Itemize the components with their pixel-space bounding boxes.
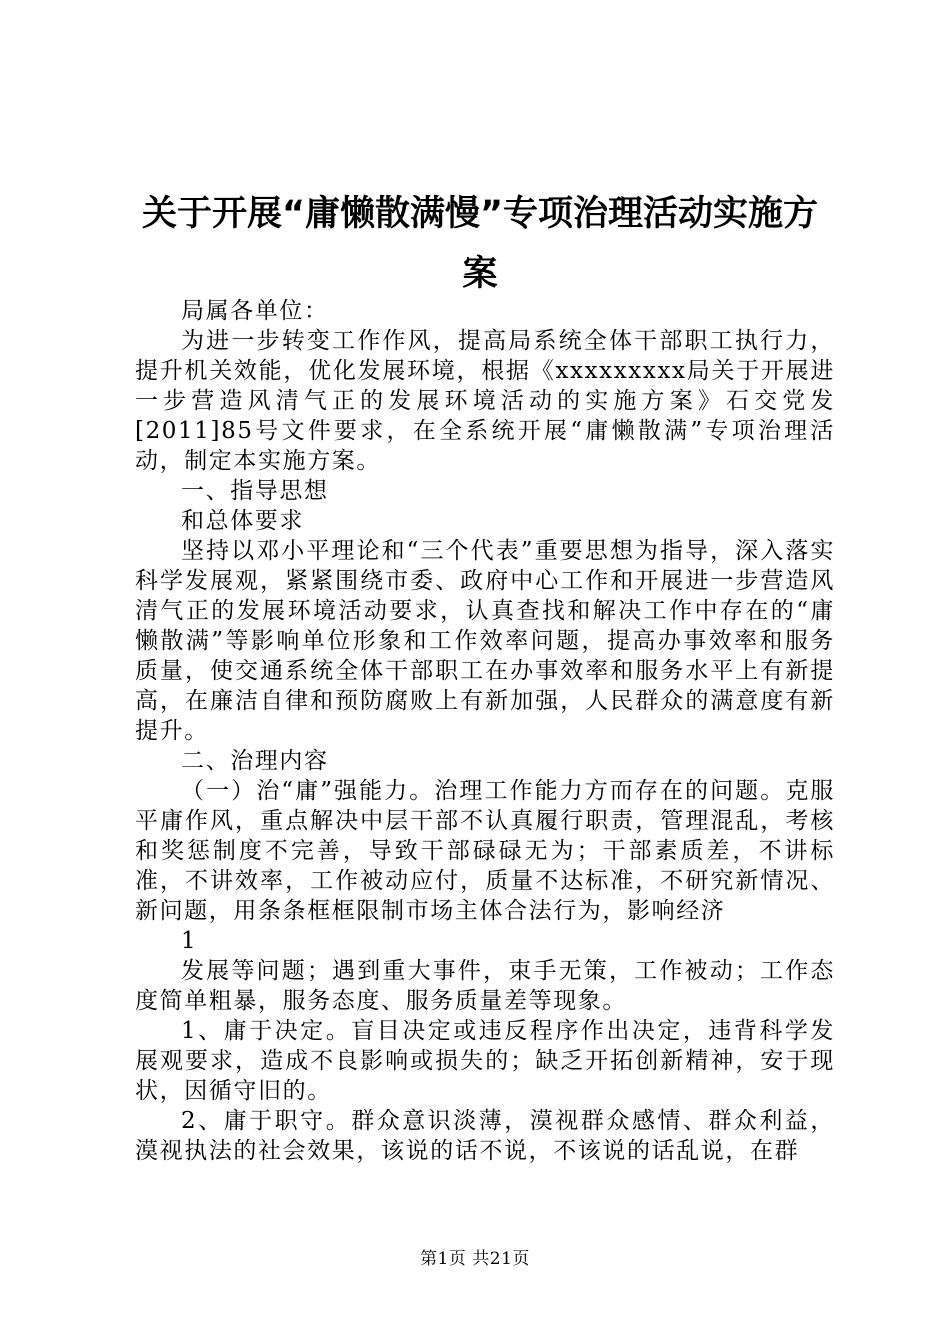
paragraph-subitem-1: 1、庸于决定。盲目决定或违反程序作出决定，违背科学发展观要求，造成不良影响或损失的；缺乏开拓创新精神，安于现状，因循守旧的。 xyxy=(135,1018,835,1104)
paragraph-continued: 发展等问题；遇到重大事件，束手无策，工作被动；工作态度简单粗暴，服务态度、服务质量差等现象。 xyxy=(135,958,835,1014)
document-title-line-1: 关于开展“庸懒散满慢”专项治理活动实施方 xyxy=(141,194,818,234)
section-heading-2: 二、治理内容 xyxy=(181,748,329,774)
page-footer: 第1页 共21页 xyxy=(420,1249,530,1269)
paragraph-intro: 为进一步转变工作作风，提高局系统全体干部职工执行力，提升机关效能，优化发展环境，根据《xxxxxxxxx局关于开展进一步营造风清气正的发展环境活动的实施方案》石交党发[2011]85号文件要求，在全系统开展“庸懒散满”专项治理活动，制定本实施方案。 xyxy=(135,328,835,474)
salutation: 局属各单位： xyxy=(181,298,329,324)
page-marker: 1 xyxy=(181,928,198,954)
paragraph-guidance: 坚持以邓小平理论和“三个代表”重要思想为指导，深入落实科学发展观，紧紧围绕市委、政府中心工作和开展进一步营造风清气正的发展环境活动要求，认真查找和解决工作中存在的“庸懒散满”等影响单位形象和工作效率问题，提高办事效率和服务质量，使交通系统全体干部职工在办事效率和服务水平上有新提高，在廉洁自律和预防腐败上有新加强，人民群众的满意度有新提升。 xyxy=(135,538,835,744)
document-title-line-2: 案 xyxy=(462,254,498,294)
section-heading-1: 一、指导思想 xyxy=(181,478,329,504)
paragraph-item-1: （一）治“庸”强能力。治理工作能力方而存在的问题。克服平庸作风，重点解决中层干部不认真履行职责，管理混乱，考核和奖惩制度不完善，导致干部碌碌无为；干部素质差，不讲标准，不讲效率，工作被动应付，质量不达标准，不研究新情况、新问题，用条条框框限制市场主体合法行为，影响经济 xyxy=(135,778,835,924)
section-heading-1-cont: 和总体要求 xyxy=(181,508,304,534)
document-body xyxy=(135,296,835,1166)
paragraph-subitem-2: 2、庸于职守。群众意识淡薄，漠视群众感情、群众利益，漠视执法的社会效果，该说的话不说，不该说的话乱说，在群 xyxy=(135,1108,835,1164)
